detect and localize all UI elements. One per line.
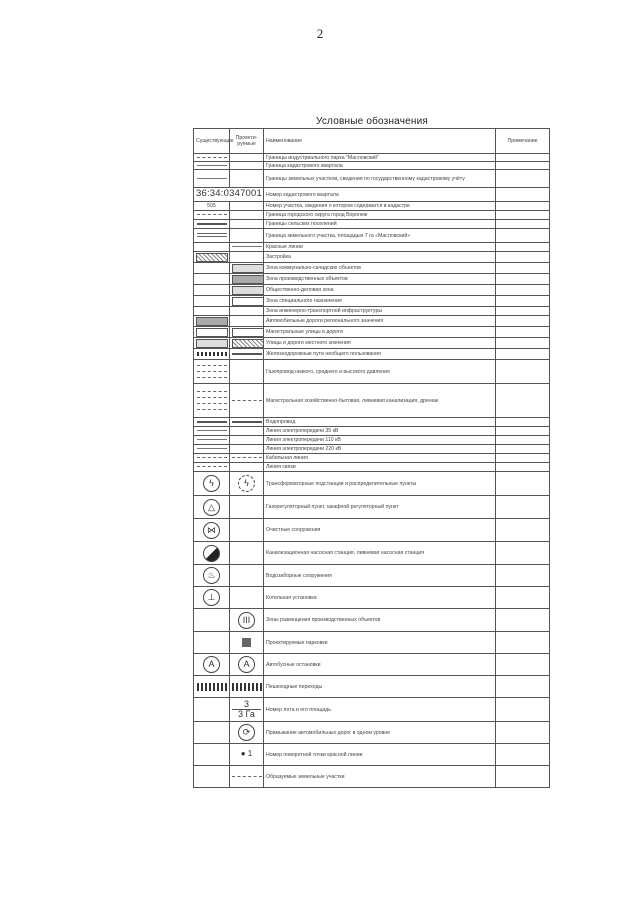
crosswalk-existing-icon: [197, 683, 227, 691]
symbol-existing: [194, 285, 230, 296]
symbol-planned: [230, 338, 264, 349]
legend-name: Линия электропередачи 35 кВ: [264, 427, 496, 436]
legend-name: Зона специального назначения: [264, 296, 496, 307]
legend-note: [496, 384, 550, 418]
legend-name: Образуемые земельные участки: [264, 766, 496, 788]
legend-header-row: [194, 129, 550, 154]
legend-name: Линия электропередачи 110 кВ: [264, 436, 496, 445]
pump-station-icon: [203, 545, 220, 562]
legend-name: Общественно-деловая зона: [264, 285, 496, 296]
symbol-existing: [194, 496, 230, 519]
symbol-planned: [230, 722, 264, 744]
symbol-planned: [230, 445, 264, 454]
legend-note: [496, 285, 550, 296]
symbol-planned: [230, 676, 264, 698]
legend-note: [496, 418, 550, 427]
col-existing-header: Существующие: [194, 129, 230, 154]
crosswalk-planned-icon: [232, 683, 262, 691]
legend-table: [193, 128, 550, 788]
legend-note: [496, 327, 550, 338]
legend-name: Линия электропередачи 220 кВ: [264, 445, 496, 454]
legend-note: [496, 349, 550, 360]
railway-planned-symbol: [232, 353, 262, 355]
legend-name: Границы сельских поселений: [264, 220, 496, 229]
legend-row: [194, 418, 550, 427]
legend-name: Газорегуляторный пункт, шкафной регуляторный пункт: [264, 496, 496, 519]
legend-name: Котельная установка: [264, 587, 496, 609]
legend-row: [194, 263, 550, 274]
symbol-planned: [230, 744, 264, 766]
col-note-header: Примечание: [496, 129, 550, 154]
valve-icon: ⋈: [203, 522, 220, 539]
regional-road-symbol: [196, 317, 228, 326]
symbol-existing: [194, 274, 230, 285]
legend-row: [194, 154, 550, 162]
legend-note: [496, 202, 550, 211]
symbol-planned: [230, 316, 264, 327]
cable-existing-symbol: [197, 457, 227, 458]
symbol-planned: [230, 609, 264, 632]
sewer-line-symbol: [197, 391, 227, 392]
symbol-planned: [230, 519, 264, 542]
legend-row: [194, 384, 550, 418]
symbol-planned: [230, 360, 264, 384]
legend-note: [496, 766, 550, 788]
symbol-existing: [194, 220, 230, 229]
symbol-planned: [230, 542, 264, 565]
legend-name: Автомобильные дороги регионального значения: [264, 316, 496, 327]
legend-row: [194, 565, 550, 587]
legend-name: Номер лота и его площадь: [264, 698, 496, 722]
symbol-planned: [230, 296, 264, 307]
symbol-planned: [230, 418, 264, 427]
legend-note: [496, 338, 550, 349]
symbol-existing: [194, 360, 230, 384]
symbol-planned: [230, 587, 264, 609]
legend-row: [194, 445, 550, 454]
symbol-existing: [194, 454, 230, 463]
symbol-planned: [230, 327, 264, 338]
legend-note: [496, 252, 550, 263]
legend-note: [496, 162, 550, 170]
legend-row: [194, 252, 550, 263]
legend-row: [194, 316, 550, 327]
legend-name: Красные линии: [264, 243, 496, 252]
legend-row: [194, 722, 550, 744]
symbol-existing: [194, 519, 230, 542]
symbol-planned: [230, 454, 264, 463]
legend-row: [194, 285, 550, 296]
legend-row: [194, 220, 550, 229]
gas-low-symbol: [197, 365, 227, 366]
cadastral-number: 36:34:0347001: [196, 188, 262, 199]
symbol-planned: [230, 496, 264, 519]
legend-name: Улицы и дороги местного значения: [264, 338, 496, 349]
junction-icon: ⟳: [238, 724, 255, 741]
symbol-planned: [230, 436, 264, 445]
gas-triangle-icon: △: [203, 499, 220, 516]
symbol-planned: [230, 211, 264, 220]
local-street-existing-symbol: [196, 339, 228, 348]
comm-line-symbol: [197, 466, 227, 467]
legend-note: [496, 445, 550, 454]
symbol-existing: [194, 188, 264, 202]
legend-note: [496, 154, 550, 162]
symbol-planned: [230, 202, 264, 211]
legend-note: [496, 654, 550, 676]
legend-row: [194, 296, 550, 307]
legend-note: [496, 632, 550, 654]
legend-row: [194, 202, 550, 211]
symbol-planned: [230, 229, 264, 243]
new-plot-symbol: [232, 776, 262, 777]
legend-name: Автобусные остановки: [264, 654, 496, 676]
symbol-existing: [194, 338, 230, 349]
symbol-existing: [194, 427, 230, 436]
legend-note: [496, 722, 550, 744]
storage-zone-symbol: [232, 264, 264, 273]
legend-note: [496, 296, 550, 307]
legend-row: [194, 170, 550, 188]
legend-name: Очистные сооружения: [264, 519, 496, 542]
symbol-planned: [230, 384, 264, 418]
symbol-existing: [194, 436, 230, 445]
lot-number: 3: [243, 699, 249, 709]
legend-name: Трансформаторные подстанции и распределительные пункты: [264, 472, 496, 496]
legend-name: Канализационная насосная станция, ливневая насосная станция: [264, 542, 496, 565]
symbol-planned: [230, 766, 264, 788]
lot-area: 3 Га: [232, 709, 261, 719]
symbol-planned: [230, 252, 264, 263]
land-plot-boundary-symbol: [197, 178, 227, 179]
legend-note: [496, 609, 550, 632]
symbol-planned: [230, 243, 264, 252]
legend-row: [194, 519, 550, 542]
bus-stop-planned-icon: A: [238, 656, 255, 673]
symbol-existing: [194, 327, 230, 338]
legend-note: [496, 220, 550, 229]
legend-note: [496, 427, 550, 436]
legend-note: [496, 170, 550, 188]
production-zone-symbol: [232, 275, 264, 284]
legend-note: [496, 496, 550, 519]
legend-note: [496, 565, 550, 587]
symbol-existing: [194, 252, 230, 263]
legend-row: [194, 327, 550, 338]
symbol-planned: [230, 565, 264, 587]
legend-row: [194, 338, 550, 349]
legend-row: [194, 542, 550, 565]
cable-planned-symbol: [232, 457, 262, 458]
symbol-planned: [230, 263, 264, 274]
legend-note: [496, 436, 550, 445]
symbol-existing: [194, 565, 230, 587]
symbol-planned: [230, 654, 264, 676]
legend-row: [194, 211, 550, 220]
symbol-existing: [194, 170, 230, 188]
water-existing-symbol: [197, 421, 227, 423]
turn-point-number: 1: [247, 749, 253, 758]
power-35-symbol: [197, 430, 227, 431]
legend-name: Зоны размещения производственных объектов: [264, 609, 496, 632]
symbol-planned: [230, 220, 264, 229]
legend-note: [496, 274, 550, 285]
legend-name: Пешеходные переходы: [264, 676, 496, 698]
symbol-planned: [230, 427, 264, 436]
symbol-existing: [194, 587, 230, 609]
legend-name: Зона инженерно-транспортной инфраструктуры: [264, 307, 496, 316]
symbol-existing: [194, 418, 230, 427]
legend-name: Примыкание автомобильных дорог в одном уровне: [264, 722, 496, 744]
col-planned-header: Проекти-руемые: [230, 129, 264, 154]
business-zone-symbol: [232, 286, 264, 295]
legend-name: Номер поворотной точки красной линии: [264, 744, 496, 766]
legend-name: Линия связи: [264, 463, 496, 472]
legend-row: [194, 188, 550, 202]
railway-existing-symbol: [197, 352, 227, 356]
legend-name: Магистральные улицы и дороги: [264, 327, 496, 338]
legend-row: [194, 632, 550, 654]
legend-note: [496, 542, 550, 565]
symbol-existing: [194, 211, 230, 220]
legend-note: [496, 744, 550, 766]
symbol-existing: [194, 654, 230, 676]
symbol-existing: [194, 202, 230, 211]
symbol-planned: [230, 285, 264, 296]
park-boundary-symbol: [197, 157, 227, 158]
bus-stop-existing-icon: A: [203, 656, 220, 673]
legend-name: Граница земельного участка, площадью 7 га «Масловский»: [264, 229, 496, 243]
buildings-symbol: [196, 253, 228, 262]
legend-name: Водозаборные сооружения: [264, 565, 496, 587]
legend-note: [496, 243, 550, 252]
legend-note: [496, 263, 550, 274]
turn-point-dot: ●: [240, 749, 248, 758]
boiler-icon: ⊥: [203, 589, 220, 606]
settlement-boundary-symbol: [197, 223, 227, 225]
symbol-planned: [230, 162, 264, 170]
legend-note: [496, 229, 550, 243]
power-110-symbol: [197, 439, 227, 440]
legend-note: [496, 698, 550, 722]
legend-name: Границы земельных участков, сведения по государственному кадастровому учёту: [264, 170, 496, 188]
legend-note: [496, 316, 550, 327]
sewer-planned-symbol: [232, 400, 262, 401]
legend-row: [194, 349, 550, 360]
symbol-existing: [194, 698, 230, 722]
col-name-header: Наименование: [264, 129, 496, 154]
symbol-existing: [194, 472, 230, 496]
sewer-line-symbol: [197, 397, 227, 398]
legend-note: [496, 519, 550, 542]
legend-name: Границы индустриального парка "Масловский": [264, 154, 496, 162]
symbol-existing: [194, 162, 230, 170]
gas-high-symbol: [197, 377, 227, 378]
legend-row: [194, 427, 550, 436]
legend-row: [194, 162, 550, 170]
symbol-existing: [194, 229, 230, 243]
symbol-planned: [230, 307, 264, 316]
sewer-line-symbol: [197, 403, 227, 404]
symbol-existing: [194, 632, 230, 654]
legend-name: Зона производственных объектов: [264, 274, 496, 285]
symbol-planned: [230, 154, 264, 162]
symbol-existing: [194, 263, 230, 274]
main-street-existing-symbol: [196, 328, 228, 337]
city-boundary-symbol: [197, 214, 227, 215]
symbol-planned: [230, 698, 264, 722]
symbol-planned: [230, 632, 264, 654]
symbol-planned: [230, 349, 264, 360]
symbol-planned: [230, 274, 264, 285]
page-number: 2: [316, 26, 324, 41]
legend-name: Водопровод: [264, 418, 496, 427]
lightning-icon: ϟ: [203, 475, 220, 492]
symbol-existing: [194, 316, 230, 327]
legend-note: [496, 307, 550, 316]
legend-name: Кабельная линия: [264, 454, 496, 463]
legend-note: [496, 188, 550, 202]
symbol-existing: [194, 722, 230, 744]
symbol-existing: [194, 349, 230, 360]
legend-note: [496, 360, 550, 384]
legend-row: [194, 307, 550, 316]
symbol-existing: [194, 744, 230, 766]
legend-name: Граница городского округа город Воронеж: [264, 211, 496, 220]
symbol-existing: [194, 463, 230, 472]
power-220-symbol: [197, 448, 227, 449]
land-plot-7ha-symbol: [197, 233, 227, 237]
cadastral-quarter-symbol: [197, 165, 227, 166]
legend-row: [194, 360, 550, 384]
legend-name: Граница кадастрового квартала: [264, 162, 496, 170]
water-planned-symbol: [232, 421, 262, 423]
symbol-existing: [194, 243, 230, 252]
symbol-existing: [194, 609, 230, 632]
legend-note: [496, 463, 550, 472]
symbol-existing: [194, 542, 230, 565]
legend-row: [194, 463, 550, 472]
water-intake-icon: ♨: [203, 567, 220, 584]
legend-note: [496, 676, 550, 698]
special-zone-symbol: [232, 297, 264, 306]
sewer-line-symbol: [197, 409, 227, 410]
legend-row: [194, 609, 550, 632]
legend-note: [496, 454, 550, 463]
legend-name: Застройка: [264, 252, 496, 263]
legend-row: [194, 229, 550, 243]
legend-row: [194, 676, 550, 698]
legend-row: [194, 436, 550, 445]
legend-name: Номер кадастрового квартала: [264, 188, 496, 202]
symbol-planned: [230, 170, 264, 188]
legend-note: [496, 211, 550, 220]
lightning-icon: ϟ: [238, 475, 255, 492]
legend-name: Магистральная хозяйственно-бытовая, ливневая канализация, дренаж: [264, 384, 496, 418]
legend-row: [194, 243, 550, 252]
symbol-existing: [194, 154, 230, 162]
symbol-planned: [230, 463, 264, 472]
legend-row: [194, 744, 550, 766]
legend-name: Номер участка, сведения о котором содержатся в кадастре: [264, 202, 496, 211]
symbol-existing: [194, 766, 230, 788]
legend-row: [194, 454, 550, 463]
production-zone-icon: III: [238, 612, 255, 629]
red-line-symbol: [232, 246, 262, 247]
symbol-existing: [194, 676, 230, 698]
parking-icon: [242, 638, 251, 647]
legend-name: Железнодорожные пути необщего пользования: [264, 349, 496, 360]
legend-name: Проектируемые парковки: [264, 632, 496, 654]
symbol-existing: [194, 307, 230, 316]
gas-medium-symbol: [197, 371, 227, 372]
legend-row: [194, 496, 550, 519]
legend-row: [194, 698, 550, 722]
plot-number: 505: [207, 203, 216, 209]
legend-name: Зона коммунально-складских объектов: [264, 263, 496, 274]
main-street-planned-symbol: [232, 328, 264, 337]
symbol-existing: [194, 296, 230, 307]
symbol-existing: [194, 445, 230, 454]
local-street-planned-symbol: [232, 339, 264, 348]
symbol-existing: [194, 384, 230, 418]
legend-row: [194, 654, 550, 676]
legend-row: [194, 472, 550, 496]
legend-title: Условные обозначения: [315, 116, 429, 127]
legend-row: [194, 587, 550, 609]
legend-row: [194, 274, 550, 285]
legend-row: [194, 766, 550, 788]
turn-point-label: [241, 749, 253, 758]
legend-note: [496, 587, 550, 609]
legend-name: Газопровод низкого, среднего и высокого давления: [264, 360, 496, 384]
legend-note: [496, 472, 550, 496]
symbol-planned: [230, 472, 264, 496]
